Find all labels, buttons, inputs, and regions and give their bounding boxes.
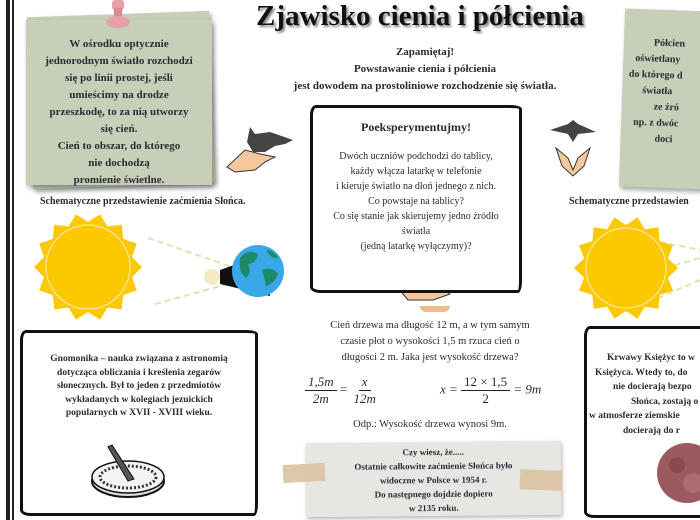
eclipse-caption: Schematyczne przedstawienie zaćmienia Słońca. <box>40 196 246 207</box>
remember-line: jest dowodem na prostoliniowe rozchodzenie się światła. <box>293 80 557 92</box>
experiment-line: każdy włącza latarkę w telefonie <box>350 166 482 177</box>
gnomonika-line: Gnomonika – nauka związana z astronomią <box>50 354 228 364</box>
moon-icon <box>204 269 220 285</box>
sticky-note-right <box>619 8 700 189</box>
blood-moon-line: docierają do r <box>623 425 680 436</box>
blood-moon-box <box>584 326 700 518</box>
gnomonika-line: popularnych w XVII - XVIII wieku. <box>65 408 213 418</box>
earth-icon <box>232 245 284 297</box>
experiment-line: światła <box>401 226 431 237</box>
numerator: x <box>359 374 371 391</box>
note-line: promienie świetlne. <box>73 174 165 186</box>
note-line: doci <box>654 133 673 146</box>
blood-moon-line: Krwawy Księżyc to w <box>607 353 695 363</box>
blood-moon-line: Słońca, zostają o <box>631 396 699 407</box>
solution-equation <box>440 374 541 407</box>
blood-moon-line: w atmosferze ziemskie <box>589 411 680 421</box>
solar-eclipse-diagram <box>30 210 290 320</box>
note-line: ze źró <box>653 101 680 114</box>
solution-rhs: = 9m <box>513 381 542 397</box>
denominator: 2 <box>482 391 489 406</box>
denominator: 12m <box>353 391 376 406</box>
did-you-know-line: Ostatnie całkowite zaćmienie Słońca było <box>354 460 513 472</box>
note-line: Cień to obszar, do którego <box>57 140 181 152</box>
note-line: się po linii prostej, jeśli <box>65 72 173 84</box>
numerator: 1,5m <box>305 374 337 391</box>
note-line: przeszkodę, to za nią utworzy <box>49 106 189 118</box>
blood-moon-line: Księżyca. Wtedy to, do <box>595 367 688 378</box>
gnomonika-line: dotycząca obliczania i kreślenia zegarów <box>57 367 221 378</box>
note-line: np. z dwóc <box>632 116 679 130</box>
page-border-inner <box>12 0 14 520</box>
note-line: umieścimy na drodze <box>69 89 169 101</box>
note-line: nie dochodzą <box>88 157 150 169</box>
denominator: 2m <box>312 391 329 406</box>
experiment-heading: Poeksperymentujmy! <box>361 120 471 134</box>
did-you-know-line: Do następnego dojdzie dopiero <box>374 488 493 500</box>
hand-shadow-dog-icon <box>225 122 300 177</box>
did-you-know-line: widoczne w Polsce w 1954 r. <box>379 474 488 486</box>
problem-text <box>290 318 570 366</box>
problem-answer: Odp.: Wysokość drzewa wynosi 9m. <box>353 419 507 430</box>
sun-icon <box>34 214 142 319</box>
tape <box>283 463 326 483</box>
did-you-know-line: w 2135 roku. <box>408 502 459 514</box>
push-pin-icon <box>100 0 136 30</box>
experiment-line: (jedną latarkę wyłączymy)? <box>360 241 472 252</box>
tape <box>520 469 563 490</box>
equals-sign: = <box>339 381 348 397</box>
remember-line: Powstawanie cienia i półcienia <box>353 63 497 75</box>
gnomonika-line: wykładanych w kolegiach jezuickich <box>65 394 213 405</box>
remember-heading: Zapamiętaj! <box>395 46 455 58</box>
numerator: 12 × 1,5 <box>461 374 510 391</box>
gnomonika-box <box>20 330 258 516</box>
experiment-line: Co powstaje na tablicy? <box>368 196 464 207</box>
note-text <box>26 20 212 189</box>
experiment-line: Co się stanie jak skierujemy jedno źródło <box>333 211 499 222</box>
did-you-know-line: Czy wiesz, że..... <box>402 446 465 458</box>
gnomonika-line: słonecznych. Był to jeden z przedmiotów <box>56 381 222 391</box>
sticky-note-left <box>26 20 212 185</box>
note-line: do którego d <box>628 68 683 82</box>
sun-icon <box>574 217 678 318</box>
experiment-line: Dwóch uczniów podchodzi do tablicy, <box>339 151 493 162</box>
blood-moon-icon <box>655 441 700 505</box>
problem-line: długości 2 m. Jaka jest wysokość drzewa? <box>341 352 519 363</box>
problem-line: czasie płot o wysokości 1,5 m rzuca cień o <box>340 336 520 347</box>
note-line: W ośrodku optycznie <box>69 38 169 50</box>
page-title: Zjawisko cienia i półcienia <box>256 0 584 32</box>
page-border <box>6 0 10 520</box>
problem-line: Cień drzewa ma długość 12 m, a w tym samym <box>330 320 530 331</box>
solution-lhs: x = <box>440 381 458 397</box>
tape <box>420 306 450 312</box>
experiment-line: i kieruje światło na dłoń jednego z nich. <box>336 181 496 192</box>
note-line: jednorodnym światło rozchodzi <box>45 55 193 67</box>
proportion-equation <box>305 374 379 407</box>
experiment-box <box>310 105 522 293</box>
note-line: Półcien <box>653 37 686 50</box>
hand-shadow-bird-icon <box>548 120 598 180</box>
solar-eclipse-diagram-right <box>570 210 700 320</box>
sundial-icon <box>88 443 168 503</box>
blood-moon-line: nie docierają bezpo <box>613 382 692 392</box>
eclipse-caption: Schematyczne przedstawien <box>569 196 689 207</box>
remember-block <box>245 44 605 95</box>
note-line: oświetlany <box>635 52 681 66</box>
note-line: się cień. <box>100 123 138 135</box>
note-line: światła <box>642 85 673 98</box>
